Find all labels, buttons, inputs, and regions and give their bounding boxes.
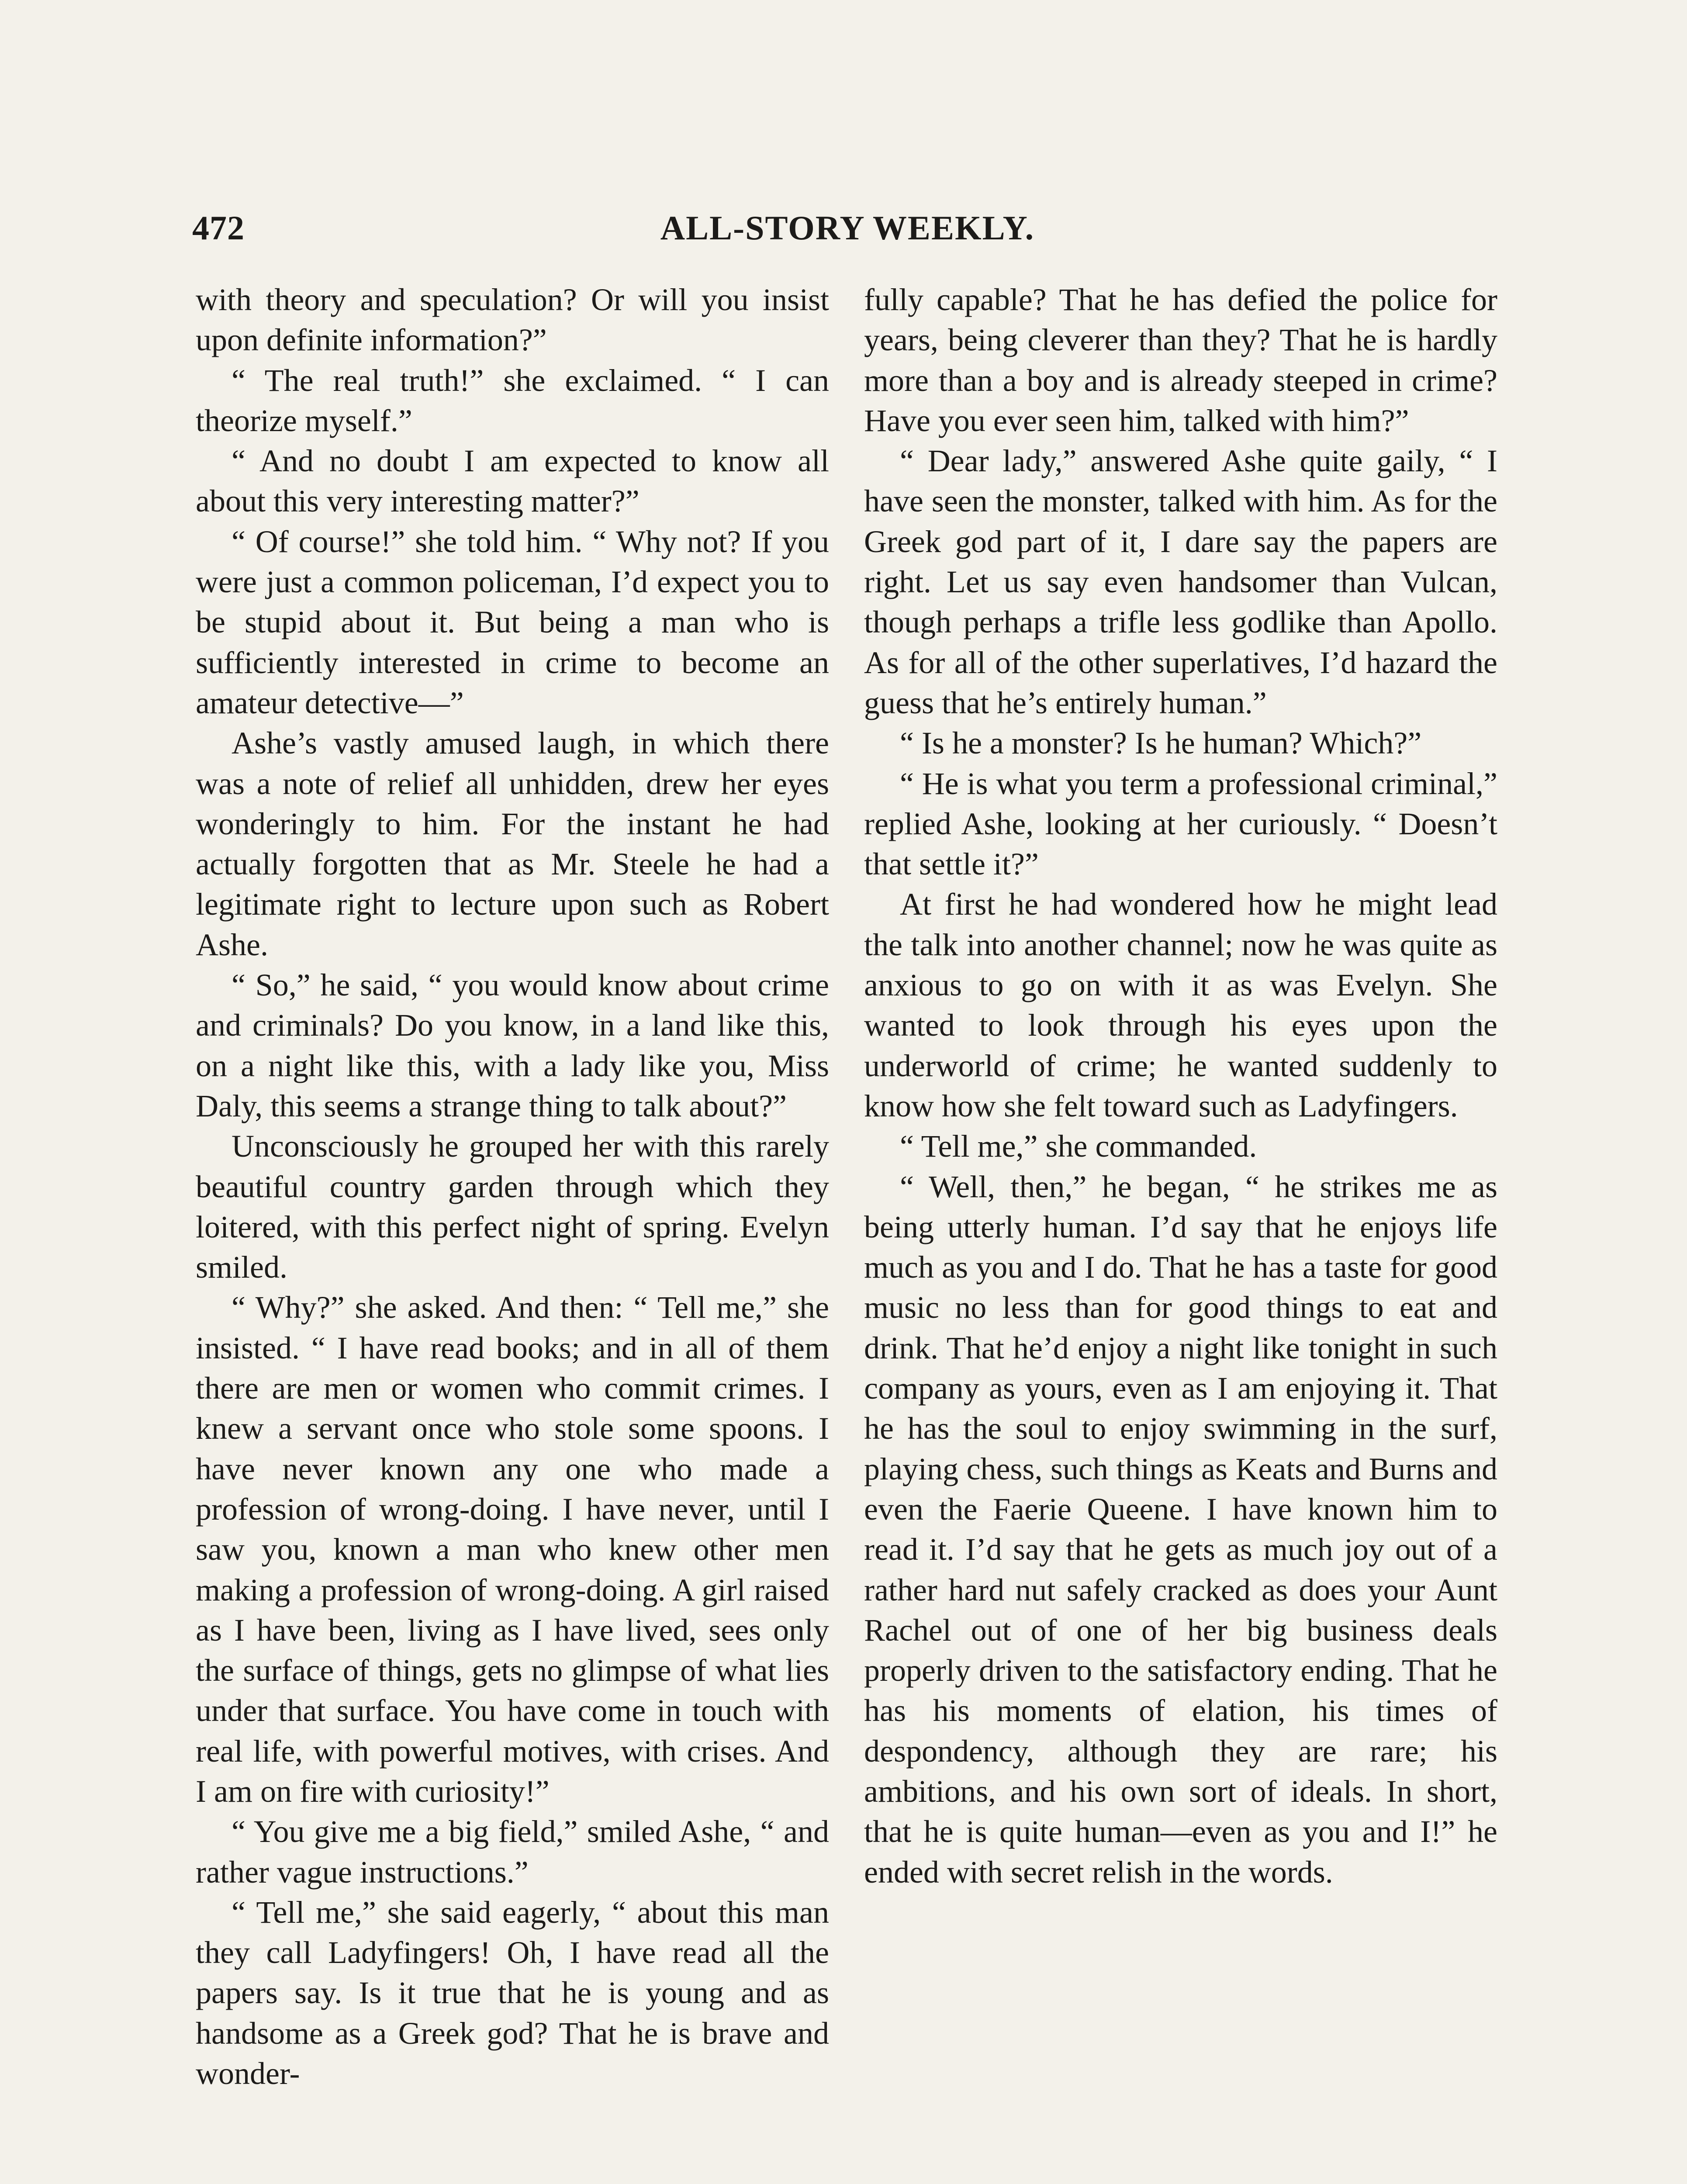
page-header xyxy=(192,202,1503,254)
paragraph: “ Tell me,” she said eagerly, “ about this man they call Ladyfingers! Oh, I have read all the papers say. Is it true that he is young and as handsome as a Greek god? That he is brave and wonder- xyxy=(196,1894,829,2091)
paragraph: “ The real truth!” she exclaimed. “ I can theorize myself.” xyxy=(196,363,829,438)
paragraph: At first he had wondered how he might lead the talk into another channel; now he was quite as anxious to go on with it as was Evelyn. She wanted to look through his eyes upon the underworld of crime; he wanted suddenly to know how she felt toward such as Ladyfingers. xyxy=(864,887,1497,1123)
running-title: ALL-STORY WEEKLY. xyxy=(660,209,1035,247)
paragraph: with theory and speculation? Or will you insist upon definite information?” xyxy=(196,282,829,358)
paragraph: “ He is what you term a professional criminal,” replied Ashe, looking at her curiously. “ Doesn’t that settle it?” xyxy=(864,766,1497,882)
paragraph: “ Is he a monster? Is he human? Which?” xyxy=(900,726,1422,761)
paragraph: “ So,” he said, “ you would know about crime and criminals? Do you know, in a land like this, on a night like this, with a lady like you, Miss Daly, this seems a strange thing to talk about?” xyxy=(196,968,829,1123)
paragraph: “ Of course!” she told him. “ Why not? If you were just a common policeman, I’d expect you to be stupid about it. But being a man who is sufficiently interested in crime to become an amateur detective—” xyxy=(196,524,829,720)
right-text-column xyxy=(864,280,1497,2184)
paragraph: “ Why?” she asked. And then: “ Tell me,” she insisted. “ I have read books; and in all of them there are men or women who commit crimes. I knew a servant once who stole some spoons. I have never known any one who made a profession of wrong-doing. I have never, until I saw you, known a man who knew other men making a profession of wrong-doing. A girl raised as I have been, living as I have lived, sees only the surface of things, gets no glimpse of what lies under that surface. You have come in touch with real life, with powerful motives, with crises. And I am on fire with curiosity!” xyxy=(196,1290,829,1809)
paragraph: “ Well, then,” he began, “ he strikes me as being utterly human. I’d say that he enjoys life much as you and I do. That he has a taste for good music no less than for good things to eat and drink. That he’d enjoy a night like tonight in such company as yours, even as I am enjoying it. That he has the soul to enjoy swimming in the surf, playing chess, such things as Keats and Burns and even the Faerie Queene. I have known him to read it. I’d say that he gets as much joy out of a rather hard nut safely cracked as does your Aunt Rachel out of one of her big business deals properly driven to the satisfactory ending. That he has his moments of elation, his times of despondency, although they are rare; his ambitions, and his own sort of ideals. In short, that he is quite human—even as you and I!” he ended with secret relish in the words. xyxy=(864,1169,1497,1890)
paragraph: “ You give me a big field,” smiled Ashe, “ and rather vague instructions.” xyxy=(196,1814,829,1890)
paragraph: “ Tell me,” she commanded. xyxy=(900,1129,1257,1164)
left-text-column xyxy=(196,280,829,2184)
paragraph: Unconsciously he grouped her with this rarely beautiful country garden through which they loitered, with this perfect night of spring. Evelyn smiled. xyxy=(196,1129,829,1285)
paragraph: fully capable? That he has defied the police for years, being cleverer than they? That he is hardly more than a boy and is already steeped in crime? Have you ever seen him, talked with him?” xyxy=(864,282,1497,438)
paragraph: Ashe’s vastly amused laugh, in which there was a note of relief all unhidden, drew her eyes wonderingly to him. For the instant he had actually forgotten that as Mr. Steele he had a legitimate right to lecture upon such as Robert Ashe. xyxy=(196,726,829,962)
paragraph: “ And no doubt I am expected to know all about this very interesting matter?” xyxy=(196,443,829,519)
page-number: 472 xyxy=(192,209,245,247)
paragraph: “ Dear lady,” answered Ashe quite gaily, “ I have seen the monster, talked with him. As for the Greek god part of it, I dare say the papers are right. Let us say even handsomer than Vulcan, though perhaps a trifle less godlike than Apollo. As for all of the other superlatives, I’d hazard the guess that he’s entirely human.” xyxy=(864,443,1497,720)
